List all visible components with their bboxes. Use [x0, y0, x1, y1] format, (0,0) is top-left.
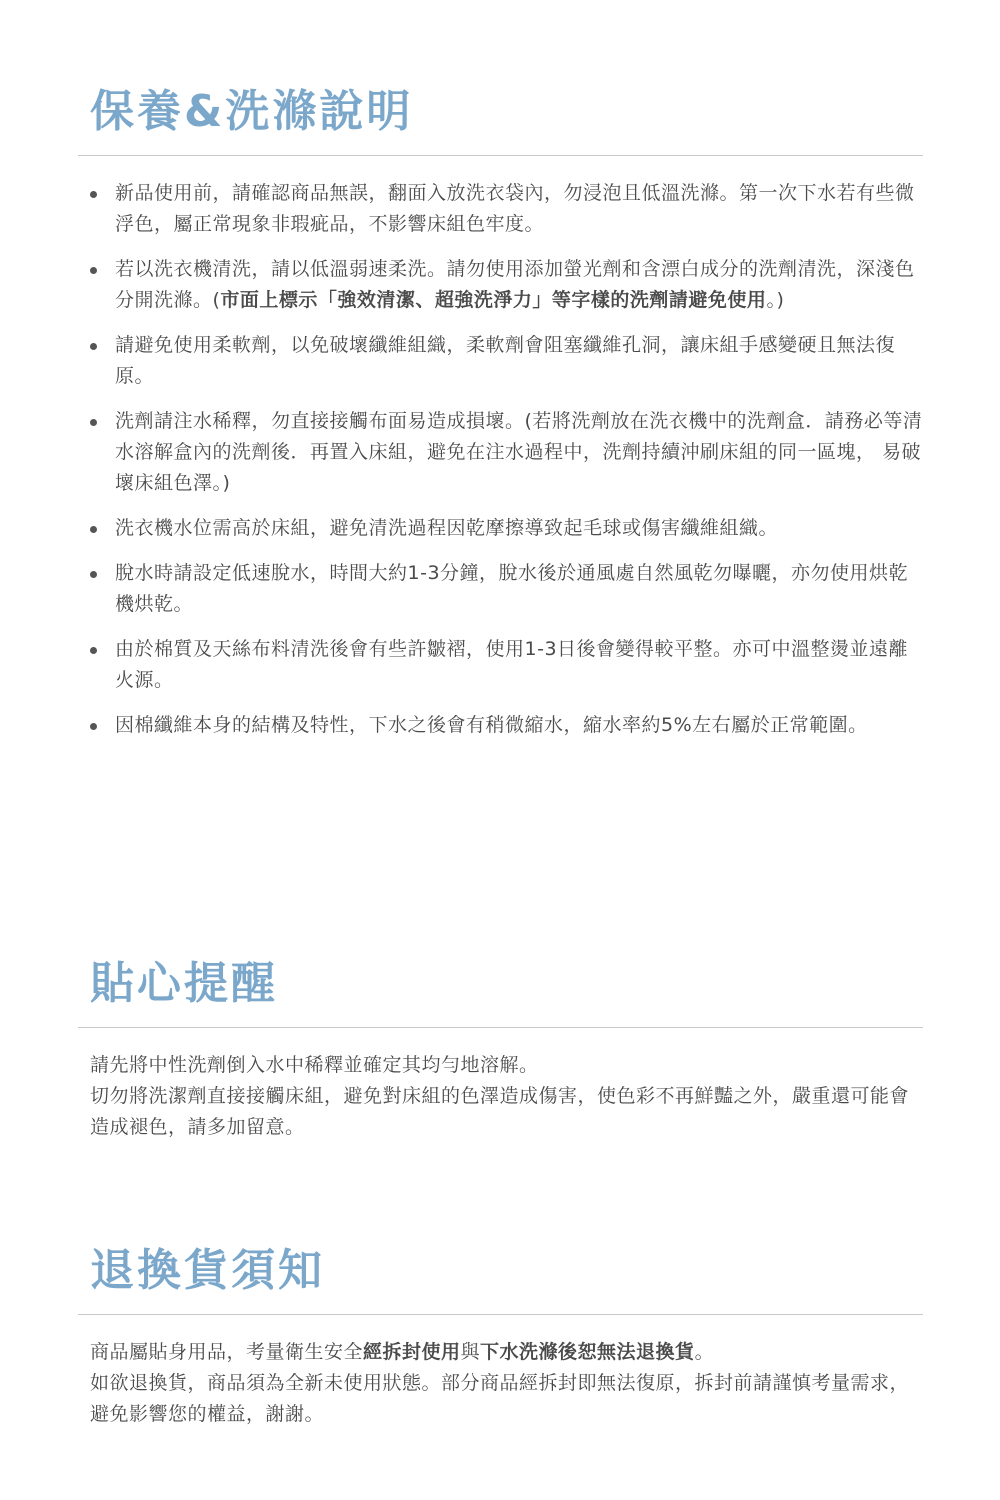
- body-text: 商品屬貼身用品，考量衛生安全: [90, 1340, 364, 1363]
- body-text: 脫水時請設定低速脫水，時間大約1-3分鐘，脫水後於通風處自然風乾勿曝曬，亦勿使用烘乾機烘乾。: [115, 561, 909, 615]
- body-text: 洗劑請注水稀釋，勿直接接觸布面易造成損壞。(若將洗劑放在洗衣機中的洗劑盒．請務必等清水溶解盒內的洗劑後．再置入床組，避免在注水過程中，洗劑持續沖刷床組的同一區塊， 易破壞床組色澤。): [115, 409, 923, 494]
- tips-paragraph: [90, 1081, 923, 1143]
- care-divider: [78, 155, 923, 156]
- emphasis-text: 下水洗滌後恕無法退換貨: [480, 1340, 695, 1363]
- care-item: [78, 254, 923, 316]
- tips-body: [78, 1050, 923, 1143]
- body-text: 洗衣機水位需高於床組，避免清洗過程因乾摩擦導致起毛球或傷害纖維組織。: [115, 516, 779, 539]
- care-item: [78, 330, 923, 392]
- body-text: 。): [766, 288, 785, 311]
- body-text: 若以洗衣機清洗，請以低溫弱速柔洗。請勿使用添加螢光劑和含漂白成分的洗劑清洗，深淺色分開洗滌。(: [115, 257, 915, 311]
- bullet-icon: [90, 526, 97, 533]
- emphasis-text: 經拆封使用: [363, 1340, 461, 1363]
- tips-paragraph: [90, 1050, 923, 1081]
- care-list: [78, 178, 923, 741]
- care-item: [78, 558, 923, 620]
- returns-divider: [78, 1314, 923, 1315]
- returns-body: [78, 1337, 923, 1430]
- care-title: 保養&洗滌說明: [90, 86, 414, 137]
- bullet-icon: [90, 647, 97, 654]
- returns-paragraph: [90, 1337, 923, 1368]
- bullet-icon: [90, 419, 97, 426]
- body-text: 切勿將洗潔劑直接接觸床組，避免對床組的色澤造成傷害，使色彩不再鮮豔之外，嚴重還可能會造成褪色，請多加留意。: [90, 1084, 910, 1138]
- care-item: [78, 634, 923, 696]
- bullet-icon: [90, 571, 97, 578]
- tips-section: [78, 958, 923, 1143]
- body-text: 請避免使用柔軟劑，以免破壞纖維組織，柔軟劑會阻塞纖維孔洞，讓床組手感變硬且無法復原。: [115, 333, 896, 387]
- body-text: 由於棉質及天絲布料清洗後會有些許皺褶，使用1-3日後會變得較平整。亦可中溫整燙並遠離火源。: [115, 637, 909, 691]
- bullet-icon: [90, 267, 97, 274]
- body-text: 與: [460, 1340, 481, 1363]
- body-text: 。: [694, 1340, 715, 1363]
- body-text: 新品使用前，請確認商品無誤，翻面入放洗衣袋內，勿浸泡且低溫洗滌。第一次下水若有些微浮色，屬正常現象非瑕疵品，不影響床組色牢度。: [115, 181, 915, 235]
- returns-section: [78, 1245, 923, 1430]
- care-item: [78, 406, 923, 499]
- tips-title: 貼心提醒: [90, 958, 278, 1009]
- body-text: 如欲退換貨，商品須為全新未使用狀態。部分商品經拆封即無法復原，拆封前請謹慎考量需求，避免影響您的權益，謝謝。: [90, 1371, 910, 1425]
- returns-paragraph: [90, 1368, 923, 1430]
- bullet-icon: [90, 723, 97, 730]
- bullet-icon: [90, 191, 97, 198]
- tips-divider: [78, 1027, 923, 1028]
- body-text: 因棉纖維本身的結構及特性，下水之後會有稍微縮水，縮水率約5%左右屬於正常範圍。: [115, 713, 868, 736]
- body-text: 請先將中性洗劑倒入水中稀釋並確定其均勻地溶解。: [90, 1053, 539, 1076]
- emphasis-text: 市面上標示「強效清潔、超強洗淨力」等字樣的洗劑請避免使用: [220, 288, 767, 311]
- care-item: [78, 178, 923, 240]
- care-section: [78, 86, 923, 755]
- care-item: [78, 513, 923, 544]
- returns-title: 退換貨須知: [90, 1245, 325, 1296]
- care-item: [78, 710, 923, 741]
- bullet-icon: [90, 343, 97, 350]
